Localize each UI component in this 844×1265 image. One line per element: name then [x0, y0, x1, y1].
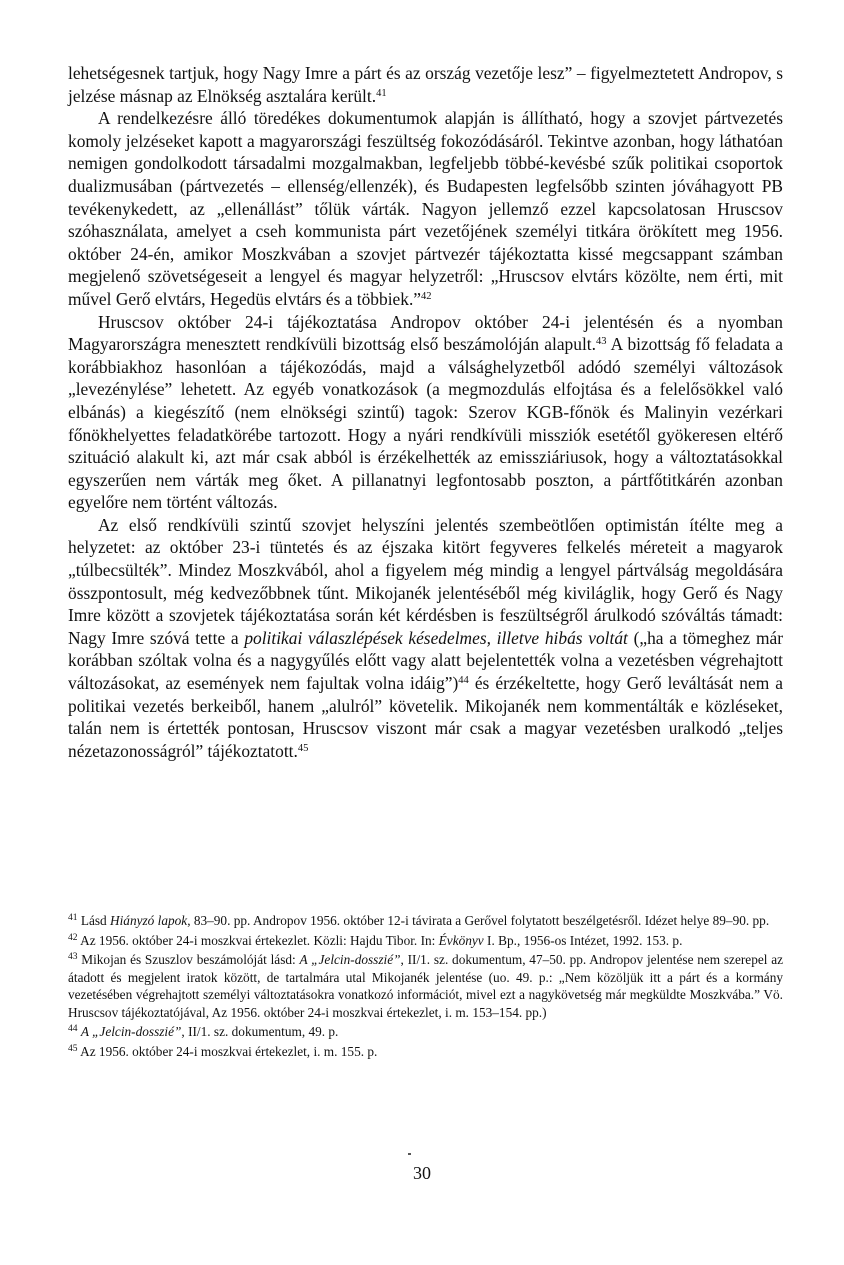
footnote	[68, 1043, 783, 1061]
footnote-ref: 45	[297, 743, 309, 755]
footnote-ref: 45	[68, 1043, 78, 1054]
page-number: 30	[413, 1163, 431, 1183]
stray-mark	[408, 1153, 411, 1155]
text-run: Az 1956. október 24-i moszkvai értekezlet. Közli: Hajdu Tibor. In:	[77, 932, 439, 948]
footnote-ref: 41	[376, 87, 387, 99]
italic-text: Évkönyv	[438, 932, 484, 948]
italic-text: Hiányzó lapok	[110, 913, 188, 928]
footnote-ref: 42	[421, 291, 432, 303]
paragraph	[68, 62, 783, 107]
footnotes	[68, 912, 783, 1062]
text-run: Mikojan és Szuszlov beszámolóját lásd:	[77, 952, 300, 967]
text-run: Hruscsov október 24-i tájékoztatása Andropov október 24-i jelentésén és a nyomban Magyarországra menesztett rendkívüli bizottság első beszámolóján alapult.	[68, 311, 783, 355]
paragraph	[68, 514, 783, 763]
paragraph	[68, 107, 783, 310]
italic-text: A „Jelcin-dosszié”	[80, 1024, 182, 1039]
text-run: , II/1. sz. dokumentum, 49. p.	[181, 1024, 339, 1039]
footnote-ref: 44	[68, 1023, 78, 1034]
italic-text: A „Jelcin-dosszié”	[299, 952, 401, 967]
footnote	[68, 951, 783, 1021]
body-text	[68, 62, 783, 762]
footnote	[68, 932, 783, 950]
page-body	[68, 62, 783, 762]
text-run: A rendelkezésre álló töredékes dokumentumok alapján is állítható, hogy a szovjet pártvezetés komoly jelzéseket kapott a magyarországi feszültség fokozódásáról. Tekintve azonban, hogy láthatóan nemigen gondolkodott társadalmi mozgalmakban, legfeljebb többé-kevésbé szűk politikai csoportok dualizmusában (pártvezetés – ellenség/ellenzék), és Budapesten legfelsőbb szinten jóváhagyott PB tevékenykedett, az „ellenállást” tőlük várták. Nagyon jellemző ezzel kapcsolatosan Hruscsov szóhasználata, amelyet a cseh kommunista párt vezetőjének személyi titkára örökített meg 1956. október 24-én, amikor Moszkvában a szovjet pártvezér tájékoztatta kissé megcsappant számban megjelenő szövetségeseit a lengyel és magyar helyzetről: „Hruscsov elvtárs közölte, nem érti, mit művel Gerő elvtárs, Hegedüs elvtárs és a többiek.”	[68, 108, 783, 309]
text-run: („ha a tömeghez már korábban szóltak volna és a nagygyűlés előtt vagy alatt bejelentették volna a vezetésben végrehajtott változásokat, az események nem fajultak volna idáig”)	[68, 627, 784, 694]
paragraph	[68, 311, 783, 514]
footnote-ref: 43	[68, 951, 78, 962]
footnote	[68, 912, 783, 930]
text-run: Az 1956. október 24-i moszkvai értekezlet, i. m. 155. p.	[77, 1043, 378, 1059]
text-run: és érzékeltette, hogy Gerő leváltását nem a politikai vezetés berkeiből, hanem „alulról” követelik. Mikojanék nem kommentálták e közléseket, talán nem is értették pontosan, Hruscsov viszont már csak a magyar vezetésben uralkodó „teljes nézetazonosságról” tájékoztatott.	[68, 673, 784, 761]
footnote-ref: 43	[595, 336, 607, 348]
footnote-ref: 42	[68, 932, 78, 943]
text-run: lehetségesnek tartjuk, hogy Nagy Imre a párt és az ország vezetője lesz” – figyelmeztetett Andropov, s jelzése másnap az Elnökség asztalára került.	[68, 63, 783, 106]
footnote-ref: 44	[458, 675, 469, 687]
text-run: Lásd	[77, 913, 110, 928]
text-run: , 83–90. pp. Andropov 1956. október 12-i távirata a Gerővel folytatott beszélgetésről. Idézet helye 89–90. pp.	[187, 913, 770, 928]
footnote	[68, 1023, 783, 1041]
italic-text: politikai válaszlépések késedelmes, illetve hibás voltát	[244, 627, 628, 648]
text-run: I. Bp., 1956-os Intézet, 1992. 153. p.	[483, 932, 683, 948]
text-run: , II/1. sz. dokumentum, 47–50. pp. Andropov jelentése nem szerepel az átadott és megjelent iratok között, de tartalmára utal Mikojanék jelentése (uo. 49. p.: „Nem közöljük itt a párt és a kormány vezetésében végrehajtott személyi változtatásokra vonatkozó információt, mivel ezt a nagykövetség már megküldte Moszkvába.” Vö. Hruscsov tájékoztatójával, Az 1956. október 24-i moszkvai értekezlet, i. m. 153–154. pp.)	[68, 952, 783, 1020]
text-run: A bizottság fő feladata a korábbiakhoz hasonlóan a tájékozódás, majd a válsághelyzetből adódó személyi változások „levezénylése” lehetett. Az egyéb vonatkozások (a megmozdulás elfojtása és a felelősökkel való elbánás) a kiegészítő (nem elnökségi szintű) tagok: Szerov KGB-főnök és Malinyin vezérkari főnökhelyettes feladatkörébe tartozott. Hogy a nyári rendkívüli missziók esetétől gyökeresen eltérő szituáció alakult ki, azt már csak abból is érzékelhették az emissziáriusok, hogy a változtatásokkal egyszerűen nem várták meg őket. A pillanatnyi legfontosabb poszton, a pártfőtitkárén azonban egyelőre nem történt változás.	[68, 334, 783, 513]
footnote-ref: 41	[68, 912, 78, 923]
text-run: Az első rendkívüli szintű szovjet helyszíni jelentés szembeötlően optimistán ítélte meg a helyzetet: az október 23-i tüntetés és az éjszaka kitört fegyveres felkelés méreteit a magyarok „túlbecsülték”. Mindez Moszkvából, ahol a figyelem még mindig a lengyel pártválság megoldására összpontosult, még kedvezőbbnek tűnt. Mikojanék jelentéséből még kiviláglik, hogy Gerő és Nagy Imre között a szovjetek tájékoztatása során két kérdésben is feszültségről árulkodó szóváltás támadt: Nagy Imre szóvá tette a	[68, 514, 783, 648]
